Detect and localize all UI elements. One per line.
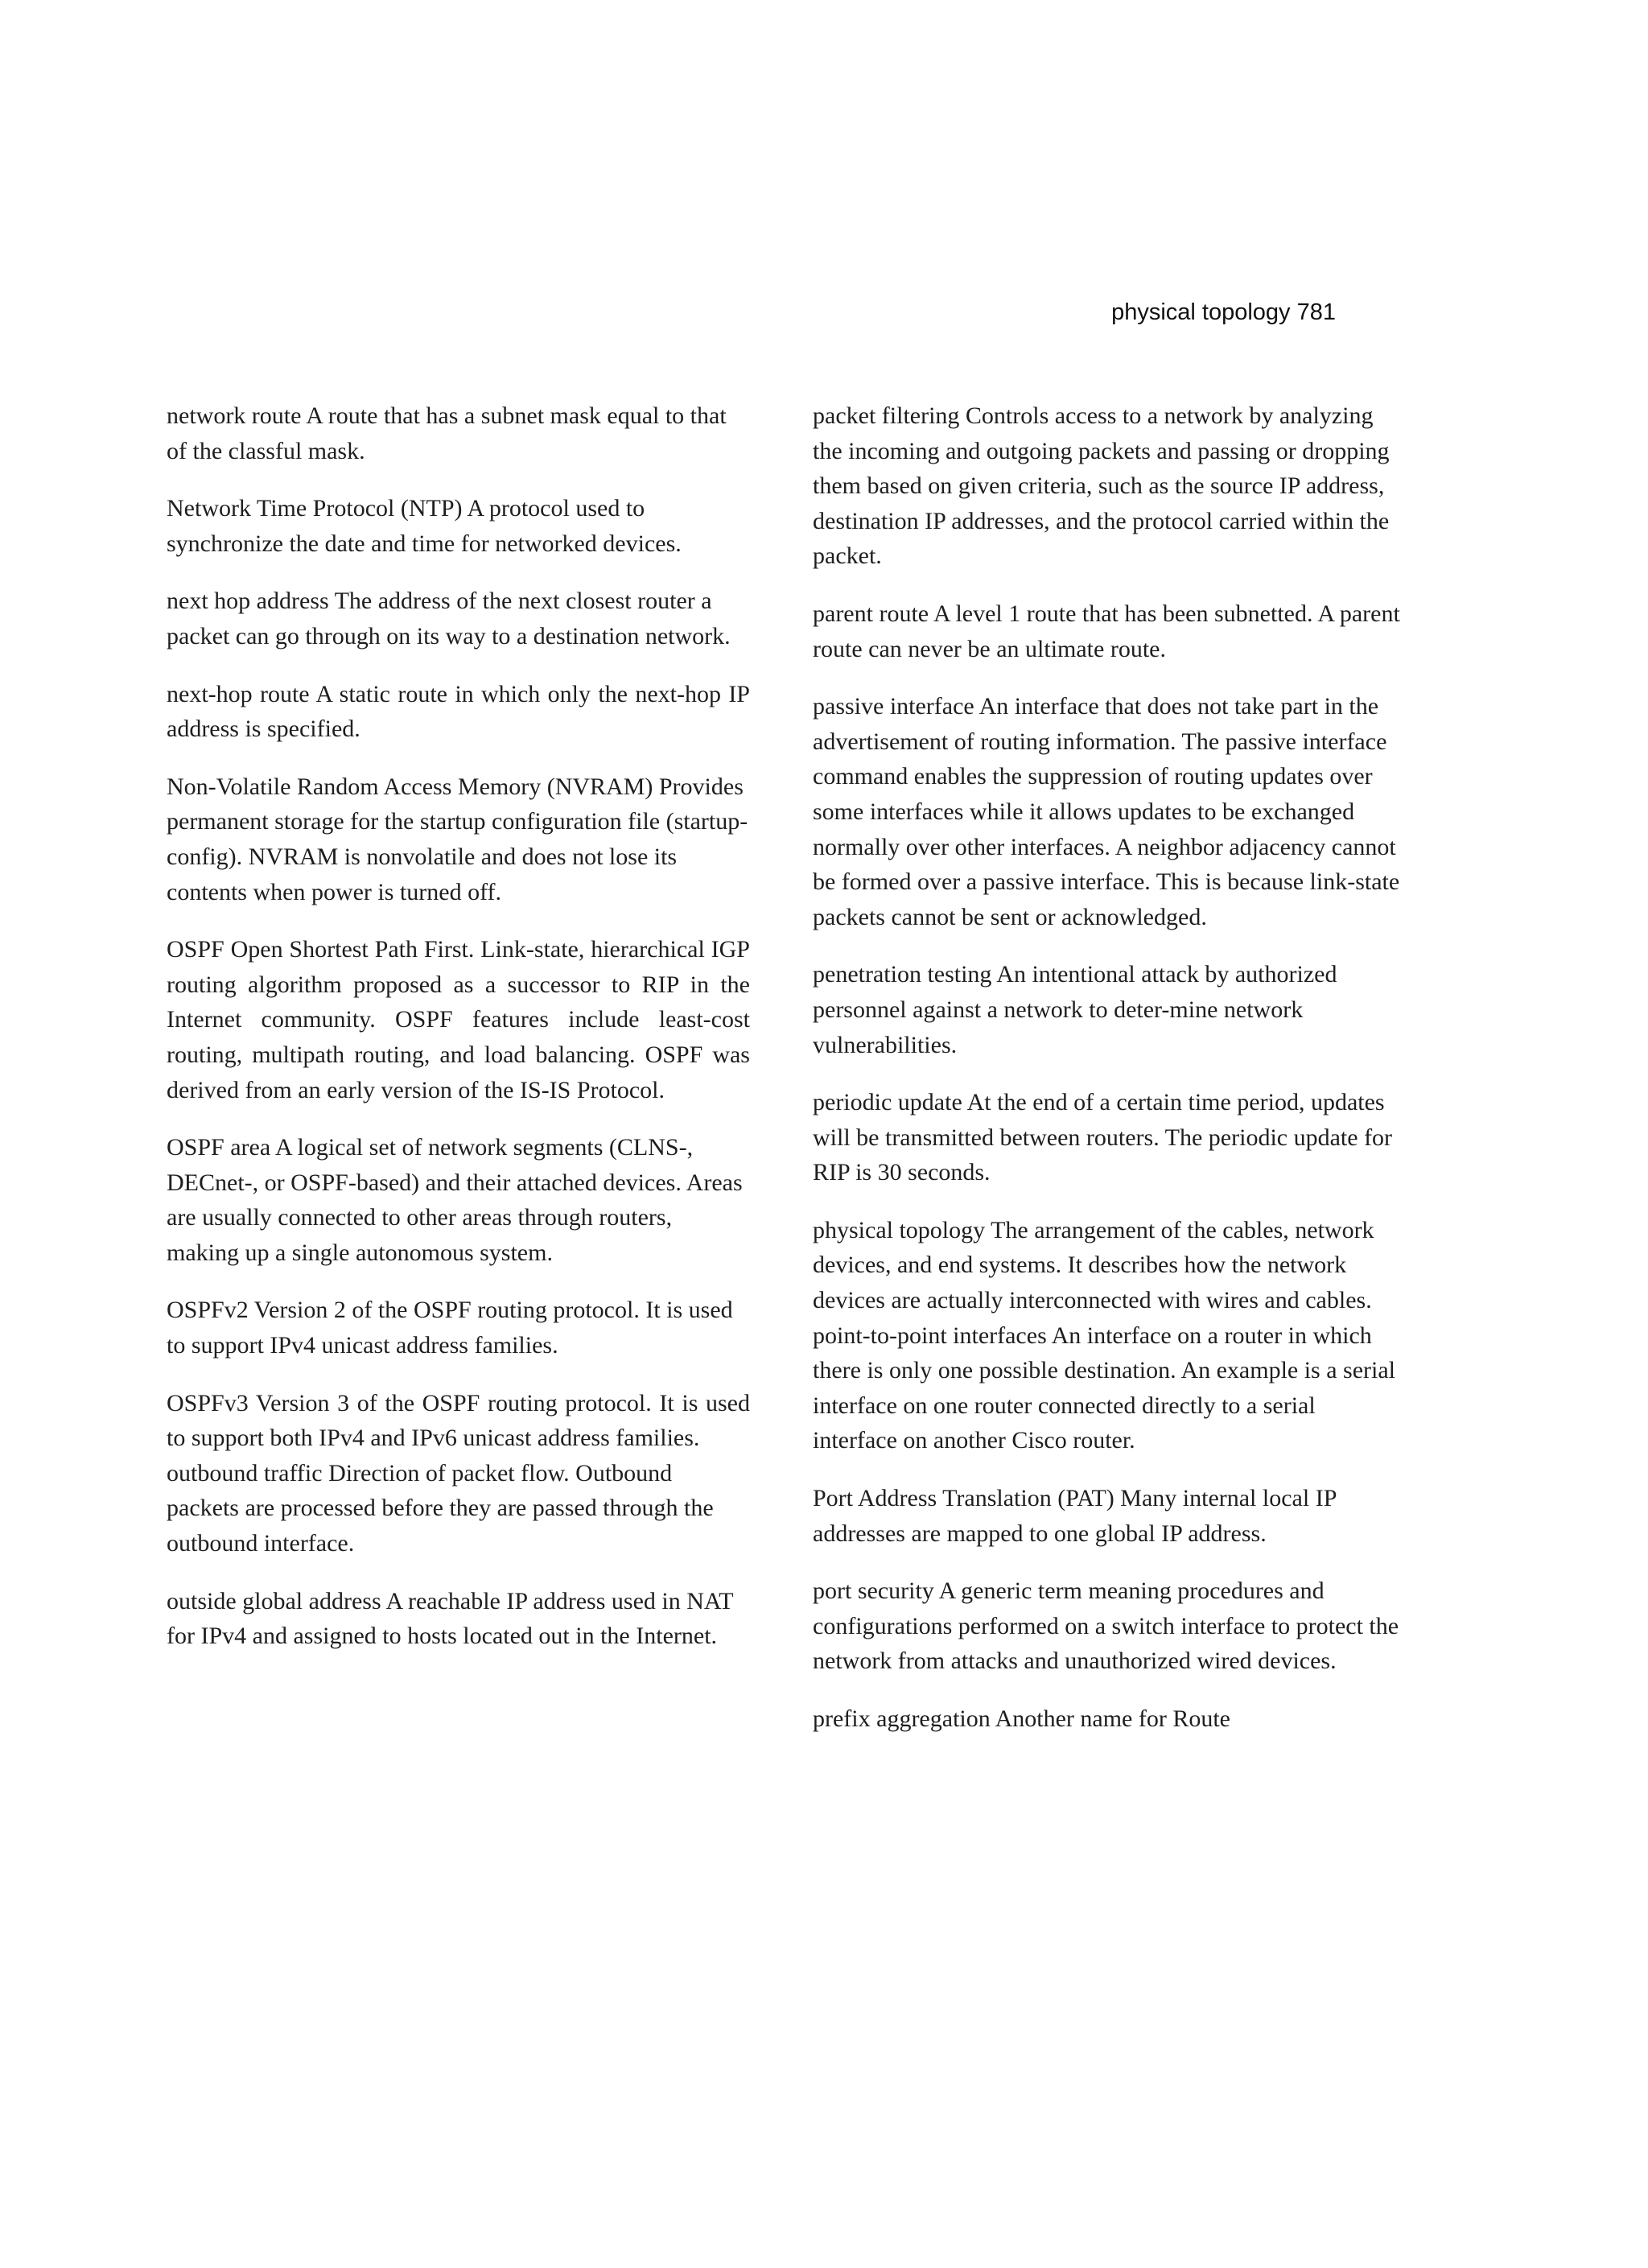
glossary-entry-passive-interface: passive interface An interface that does not take part in the advertisement of routing information. The passive interface command enables the suppression of routing updates over some interfaces while it allows updates to be exchanged normally over other interfaces. A neighbor adjacency cannot be formed over a passive interface. This is because link-state packets cannot be sent or acknowledged. bbox=[813, 693, 1400, 930]
glossary-entry-port-security: port security A generic term meaning procedures and configurations performed on a switch interface to protect the network from attacks and unauthorized wired devices. bbox=[813, 1577, 1399, 1675]
glossary-entry-ospfv2: OSPFv2 Version 2 of the OSPF routing protocol. It is used to support IPv4 unicast address families. bbox=[167, 1297, 733, 1359]
glossary-entry-periodic-update: periodic update At the end of a certain time period, updates will be transmitted between routers. The periodic update for RIP is 30 seconds. bbox=[813, 1089, 1393, 1186]
glossary-entry-ntp: Network Time Protocol (NTP) A protocol used to synchronize the date and time for networked devices. bbox=[167, 495, 682, 557]
glossary-entry-nvram: Non-Volatile Random Access Memory (NVRAM) Provides permanent storage for the startup configuration file (startup-config). NVRAM is nonvolatile and does not lose its contents when power is turned off. bbox=[167, 773, 748, 905]
glossary-entry-point-to-point-interfaces: point-to-point interfaces An interface on a router in which there is only one possible destination. An example is a serial interface on one router connected directly to a serial interface on another Cisco router. bbox=[813, 1322, 1396, 1454]
glossary-entry-packet-filtering: packet filtering Controls access to a network by analyzing the incoming and outgoing packets and passing or dropping them based on given criteria, such as the source IP address, destination IP addresses, and the protocol carried within the packet. bbox=[813, 402, 1390, 570]
glossary-entry-ospfv3: OSPFv3 Version 3 of the OSPF routing protocol. It is used to support both IPv4 and IPv6 unicast address families. bbox=[167, 1389, 750, 1452]
glossary-entry-next-hop-route: next-hop route A static route in which only the next-hop IP address is specified. bbox=[167, 680, 750, 743]
glossary-entry-outbound-traffic: outbound traffic Direction of packet flow. Outbound packets are processed before they are passed through the outbound interface. bbox=[167, 1459, 714, 1557]
glossary-entry-penetration-testing: penetration testing An intentional attack by authorized personnel against a network to deter-mine network vulnerabilities. bbox=[813, 961, 1337, 1058]
glossary-entry-prefix-aggregation: prefix aggregation Another name for Route bbox=[813, 1705, 1230, 1732]
running-head: physical topology 781 bbox=[1111, 299, 1336, 325]
right-column bbox=[813, 398, 1400, 1759]
glossary-entry-outside-global-address: outside global address A reachable IP address used in NAT for IPv4 and assigned to hosts located out in the Internet. bbox=[167, 1587, 734, 1650]
glossary-entry-ospf: OSPF Open Shortest Path First. Link-state, hierarchical IGP routing algorithm proposed as a successor to RIP in the Internet community. OSPF features include least-cost routing, multipath routing, and load balancing. OSPF was derived from an early version of the IS-IS Protocol. bbox=[167, 936, 750, 1103]
left-column bbox=[167, 398, 750, 1676]
glossary-entry-ospf-area: OSPF area A logical set of network segments (CLNS-, DECnet-, or OSPF-based) and their attached devices. Areas are usually connected to other areas through routers, making up a single autonomous system. bbox=[167, 1134, 743, 1266]
glossary-entry-physical-topology: physical topology The arrangement of the cables, network devices, and end systems. It describes how the network devices are actually interconnected with wires and cables. bbox=[813, 1216, 1374, 1314]
glossary-entry-parent-route: parent route A level 1 route that has been subnetted. A parent route can never be an ultimate route. bbox=[813, 600, 1400, 662]
glossary-entry-next-hop-address: next hop address The address of the next closest router a packet can go through on its way to a destination network. bbox=[167, 588, 731, 649]
glossary-entry-network-route: network route A route that has a subnet mask equal to that of the classful mask. bbox=[167, 402, 727, 464]
glossary-entry-pat: Port Address Translation (PAT) Many internal local IP addresses are mapped to one global IP address. bbox=[813, 1485, 1337, 1547]
